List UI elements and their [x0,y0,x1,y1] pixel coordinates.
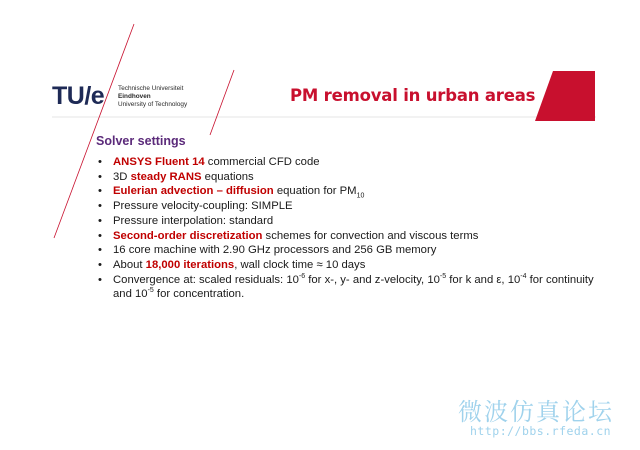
list-item [98,199,598,214]
item-text: Pressure interpolation: standard [113,214,274,227]
list-item [98,184,598,199]
highlight-text: Eulerian advection – diffusion [113,185,274,198]
slide-title: PM removal in urban areas [290,86,536,105]
highlight-text: Second-order discretization [113,229,263,242]
exponent: -6 [298,272,306,280]
item-text: equations [201,170,254,183]
section-heading: Solver settings [96,134,186,148]
list-item [98,170,598,185]
convergence-text-2: for x-, y- and z-velocity, 10 [305,273,440,286]
convergence-text-3: for k and ε, 10 [446,273,521,286]
item-text: commercial CFD code [204,156,320,168]
logo-line-3: University of Technology [118,101,188,108]
bullet-icon: • [98,229,102,242]
item-prefix: 3D [113,170,131,183]
logo-line-1: Technische Universiteit [118,85,184,92]
bullet-icon: • [98,258,102,271]
bullet-icon: • [98,156,102,168]
title-accent-block [535,71,595,121]
item-text: equation for PM [273,185,357,198]
bullet-icon: • [98,200,102,213]
list-item [98,155,598,170]
bullet-icon: • [98,214,102,227]
bullet-icon: • [98,273,102,286]
item-prefix: About [113,258,146,271]
convergence-text-4: for continuity and 10 [113,273,594,301]
highlight-text: steady RANS [130,170,202,183]
logo-mark: TU/e [52,82,105,110]
subscript: 10 [356,192,365,200]
watermark-title: 微波仿真论坛 [458,398,614,426]
logo-university-name [118,85,187,109]
bullet-icon: • [98,170,102,183]
logo-line-2: Eindhoven [118,93,151,100]
convergence-text-1: Convergence at: scaled residuals: 10 [113,273,299,286]
convergence-text-5: for concentration. [153,288,245,301]
item-text: schemes for convection and viscous terms [262,229,479,242]
list-item [98,258,598,273]
bullet-icon: • [98,244,102,257]
list-item [98,243,598,258]
list-item [98,214,598,229]
list-item [98,229,598,244]
highlight-text: 18,000 iterations [145,258,235,271]
item-text: , wall clock time ≈ 10 days [234,258,366,271]
exponent: -4 [520,272,527,280]
watermark-url: http://bbs.rfeda.cn [470,424,612,438]
bullet-icon: • [98,185,102,198]
diagonal-line-mid [210,70,234,135]
list-item [98,273,598,302]
bullet-list [98,155,598,302]
highlight-text: ANSYS Fluent 14 [113,156,205,168]
exponent: -5 [439,272,447,280]
item-text: 16 core machine with 2.90 GHz processors and 256 GB memory [113,244,437,257]
item-text: Pressure velocity-coupling: SIMPLE [113,200,293,213]
exponent: -5 [147,287,154,295]
